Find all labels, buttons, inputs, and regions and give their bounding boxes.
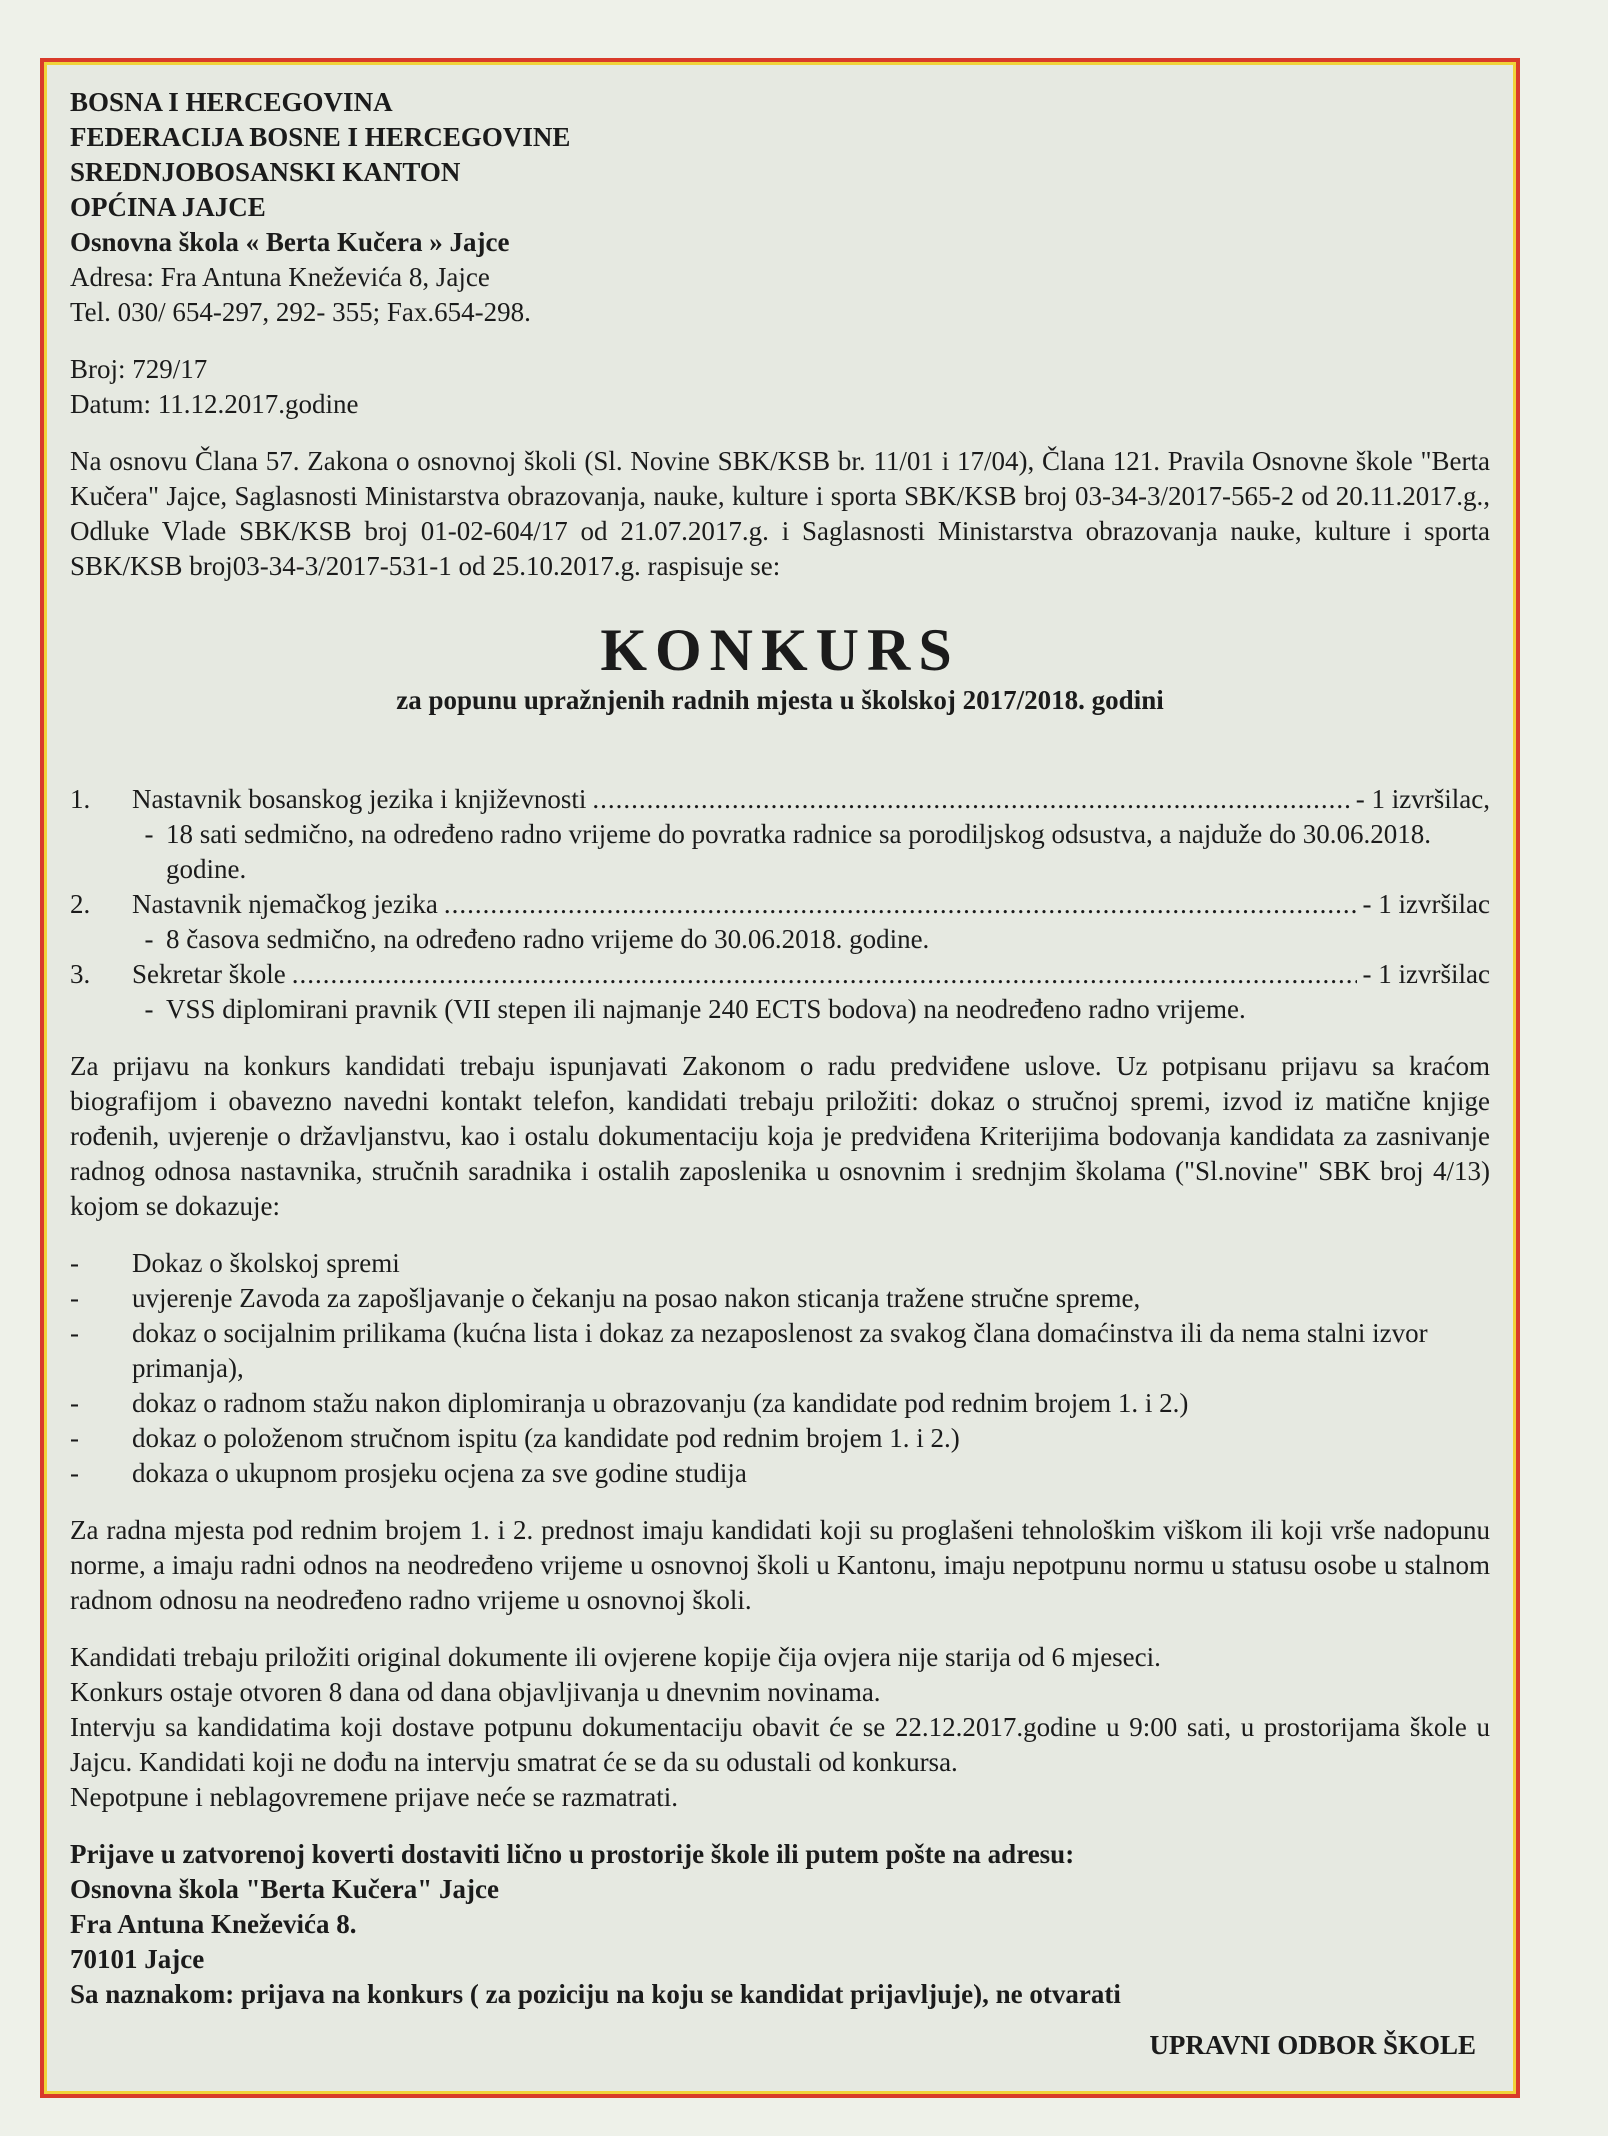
job-title: Nastavnik njemačkog jezika <box>132 889 438 919</box>
document-text: dokaz o položenom stručnom ispitu (za kandidate pod rednim brojem 1. i 2.) <box>132 1423 960 1453</box>
submission-block <box>70 1837 1490 2012</box>
submission-street: Fra Antuna Kneževića 8. <box>70 1909 357 1939</box>
job-line <box>70 782 1490 817</box>
reference-date: Datum: 11.12.2017.godine <box>70 389 359 419</box>
reference-number: Broj: 729/17 <box>70 354 208 384</box>
priority-paragraph: Za radna mjesta pod rednim brojem 1. i 2. prednost imaju kandidati koji su proglašeni tehnološkim viškom ili koji vrše nadopunu norme, a imaju radni odnos na neodređeno vrijeme u osnovnoj školi u Kantonu, imaju nepotpunu normu u statusu osobe u stalnom radnom odnosu na neodređeno radno vrijeme u osnovnoj školi. <box>70 1515 1490 1615</box>
list-item <box>70 1316 1490 1386</box>
dash-marker: - <box>70 1388 79 1418</box>
job-line <box>70 957 1490 992</box>
header-federation: FEDERACIJA BOSNE I HERCEGOVINE <box>70 122 571 152</box>
dash-marker: - <box>70 1423 79 1453</box>
job-item <box>70 887 1490 957</box>
job-count: - 1 izvršilac <box>1362 889 1490 919</box>
signature: UPRAVNI ODBOR ŠKOLE <box>1149 2030 1476 2060</box>
job-item <box>70 957 1490 1027</box>
submission-note: Sa naznakom: prijava na konkurs ( za poziciju na koju se kandidat prijavljuje), ne otvarati <box>70 1979 1121 2009</box>
document-text: dokaz o radnom stažu nakon diplomiranja u obrazovanju (za kandidate pod rednim brojem 1. i 2.) <box>132 1388 1189 1418</box>
job-detail-text: 8 časova sedmično, na određeno radno vrijeme do 30.06.2018. godine. <box>166 924 930 954</box>
dash-marker: - <box>70 1283 79 1313</box>
header-phone: Tel. 030/ 654-297, 292- 355; Fax.654-298. <box>70 297 531 327</box>
header-country: BOSNA I HERCEGOVINA <box>70 87 393 117</box>
header-municipality: OPĆINA JAJCE <box>70 192 266 222</box>
document-subtitle: za popunu upražnjenih radnih mjesta u školskoj 2017/2018. godini <box>396 685 1164 715</box>
note-line: Konkurs ostaje otvoren 8 dana od dana objavljivanja u dnevnim novinama. <box>70 1677 881 1707</box>
job-number: 2. <box>70 889 91 919</box>
dash-marker: - <box>144 924 154 954</box>
note-line: Kandidati trebaju priložiti original dokumente ili ovjerene kopije čija ovjera nije starija od 6 mjeseci. <box>70 1642 1161 1672</box>
document-text: dokaza o ukupnom prosjeku ocjena za sve godine studija <box>132 1458 747 1488</box>
dot-leader <box>592 782 1349 817</box>
dash-marker: - <box>70 1458 79 1488</box>
header-school: Osnovna škola « Berta Kučera » Jajce <box>70 227 510 257</box>
dash-marker: - <box>70 1318 79 1348</box>
document-text: uvjerenje Zavoda za zapošljavanje o čekanju na posao nakon sticanja tražene stručne spreme, <box>132 1283 1141 1313</box>
note-line: Intervju sa kandidatima koji dostave potpunu dokumentaciju obavit će se 22.12.2017.godine u 9:00 sati, u prostorijama škole u Jajcu. Kandidati koji ne dođu na intervju smatrat će se da su odustali od konkursa. <box>70 1712 1490 1777</box>
list-item <box>70 1386 1490 1421</box>
job-detail-text: 18 sati sedmično, na određeno radno vrijeme do povratka radnice sa porodiljskog odsustva, a najduže do 30.06.2018. godine. <box>166 819 1431 884</box>
header-address: Adresa: Fra Antuna Kneževića 8, Jajce <box>70 262 490 292</box>
dot-leader <box>292 957 1357 992</box>
list-item <box>70 1421 1490 1456</box>
job-count: - 1 izvršilac <box>1362 959 1490 989</box>
document-text: Dokaz o školskoj spremi <box>132 1248 400 1278</box>
job-title: Sekretar škole <box>132 959 286 989</box>
notes-block <box>70 1640 1490 1815</box>
requirements-intro: Za prijavu na konkurs kandidati trebaju ispunjavati Zakonom o radu predviđene uslove. Uz potpisanu prijavu sa kraćom biografijom i obavezno navedni kontakt telefon, kandidati trebaju priložiti: dokaz o stručnoj spremi, izvod iz matične knjige rođenih, uvjerenje o državljanstvu, kao i ostalu dokumentaciju koja je predviđena Kriterijima bodovanja kandidata za zasnivanje radnog odnosa nastavnika, stručnih saradnika i ostalih zaposlenika u osnovnim i srednjim školama ("Sl.novine" SBK broj 4/13) kojom se dokazuje: <box>70 1051 1490 1221</box>
dash-marker: - <box>144 994 154 1024</box>
job-item <box>70 782 1490 887</box>
submission-school: Osnovna škola "Berta Kučera" Jajce <box>70 1874 499 1904</box>
list-item <box>70 1456 1490 1491</box>
document-title: KONKURS <box>600 617 960 683</box>
header-canton: SREDNJOBOSANSKI KANTON <box>70 157 461 187</box>
job-number: 1. <box>70 784 91 814</box>
institution-header <box>70 85 1490 330</box>
documents-list <box>70 1246 1490 1491</box>
job-detail-text: VSS diplomirani pravnik (VII stepen ili najmanje 240 ECTS bodova) na neodređeno radno vrijeme. <box>166 994 1246 1024</box>
dash-marker: - <box>144 819 154 849</box>
list-item <box>70 1246 1490 1281</box>
job-detail <box>70 817 1490 887</box>
announcement <box>70 85 1490 2063</box>
submission-line: Prijave u zatvorenoj koverti dostaviti lično u prostorije škole ili putem pošte na adresu: <box>70 1839 1075 1869</box>
job-detail <box>70 922 1490 957</box>
title-block <box>70 618 1490 718</box>
submission-city: 70101 Jajce <box>70 1944 205 1974</box>
job-line <box>70 887 1490 922</box>
preamble: Na osnovu Člana 57. Zakona o osnovnoj školi (Sl. Novine SBK/KSB br. 11/01 i 17/04), Člana 121. Pravila Osnovne škole "Berta Kučera" Jajce, Saglasnosti Ministarstva obrazovanja, nauke, kulture i sporta SBK/KSB broj 03-34-3/2017-565-2 od 20.11.2017.g., Odluke Vlade SBK/KSB broj 01-02-604/17 od 21.07.2017.g. i Saglasnosti Ministarstva obrazovanja nauke, kulture i sporta SBK/KSB broj03-34-3/2017-531-1 od 25.10.2017.g. raspisuje se: <box>70 446 1490 581</box>
dot-leader <box>444 887 1357 922</box>
job-title: Nastavnik bosanskog jezika i književnosti <box>132 784 587 814</box>
job-count: - 1 izvršilac, <box>1355 784 1490 814</box>
job-list <box>70 782 1490 1027</box>
dash-marker: - <box>70 1248 79 1278</box>
list-item <box>70 1281 1490 1316</box>
note-line: Nepotpune i neblagovremene prijave neće se razmatrati. <box>70 1782 678 1812</box>
job-detail <box>70 992 1490 1027</box>
document-text: dokaz o socijalnim prilikama (kućna lista i dokaz za nezaposlenost za svakog člana domaćinstva ili da nema stalni izvor primanja), <box>132 1318 1428 1383</box>
job-number: 3. <box>70 959 91 989</box>
reference-block <box>70 352 1490 422</box>
